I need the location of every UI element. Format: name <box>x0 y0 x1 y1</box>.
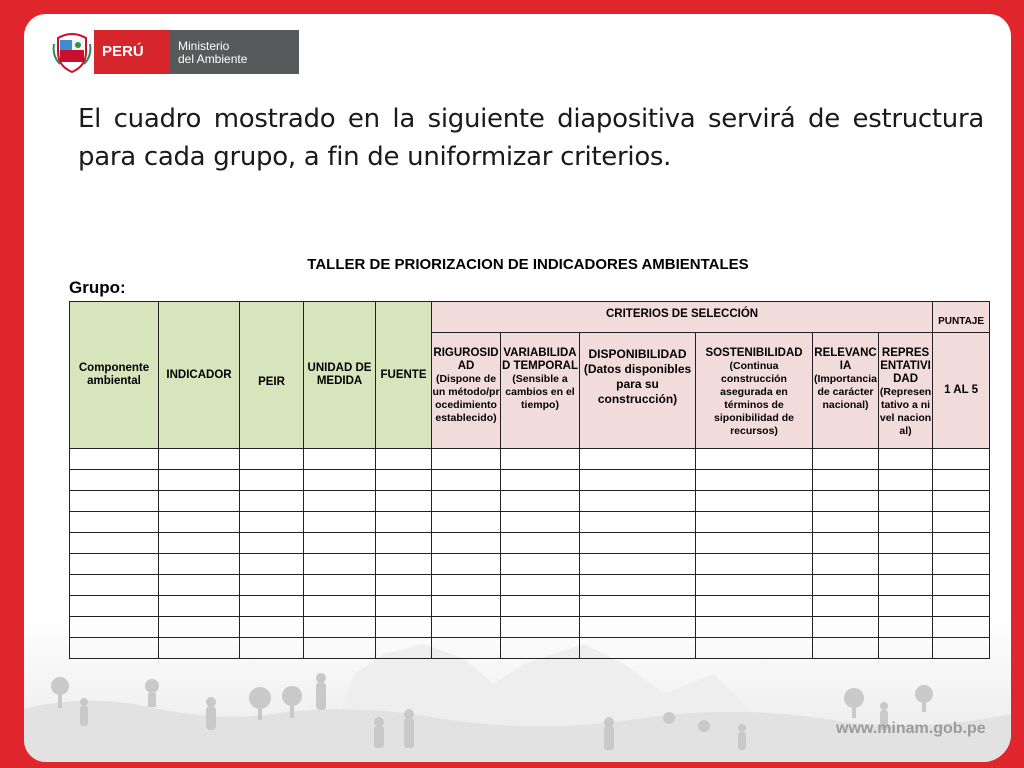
table-cell[interactable] <box>304 449 376 470</box>
table-cell[interactable] <box>376 533 432 554</box>
table-cell[interactable] <box>933 638 990 659</box>
table-cell[interactable] <box>879 596 933 617</box>
table-cell[interactable] <box>376 554 432 575</box>
table-cell[interactable] <box>501 575 580 596</box>
criterion-name: VARIABILIDAD TEMPORAL <box>501 347 579 372</box>
table-cell[interactable] <box>159 491 240 512</box>
table-row <box>70 449 990 470</box>
table-cell[interactable] <box>376 491 432 512</box>
criterion-detail: (Sensible a cambios en el tiempo) <box>505 373 575 411</box>
table-cell[interactable] <box>432 470 501 491</box>
table-cell[interactable] <box>879 533 933 554</box>
table-cell[interactable] <box>159 554 240 575</box>
table-cell[interactable] <box>813 512 879 533</box>
table-cell[interactable] <box>879 449 933 470</box>
table-cell[interactable] <box>240 449 304 470</box>
table-cell[interactable] <box>501 512 580 533</box>
table-cell[interactable] <box>159 638 240 659</box>
table-row <box>70 491 990 512</box>
table-cell[interactable] <box>933 617 990 638</box>
table-cell[interactable] <box>696 638 813 659</box>
table-cell[interactable] <box>879 512 933 533</box>
table-cell[interactable] <box>580 554 696 575</box>
table-cell[interactable] <box>240 491 304 512</box>
table-cell[interactable] <box>432 596 501 617</box>
table-cell[interactable] <box>501 449 580 470</box>
table-cell[interactable] <box>879 575 933 596</box>
table-cell[interactable] <box>696 491 813 512</box>
table-cell[interactable] <box>159 617 240 638</box>
table-cell[interactable] <box>813 638 879 659</box>
table-cell[interactable] <box>304 638 376 659</box>
table-cell[interactable] <box>696 533 813 554</box>
table-cell[interactable] <box>813 596 879 617</box>
criterion-representatividad <box>879 333 933 449</box>
criterion-relevancia <box>813 333 879 449</box>
footer-url: www.minam.gob.pe <box>836 720 986 737</box>
table-cell[interactable] <box>159 449 240 470</box>
ministry-label <box>170 30 299 74</box>
criterion-name: DISPONIBILIDAD (Datos disponibles para su construcción) <box>583 347 692 406</box>
table-cell[interactable] <box>240 638 304 659</box>
table-cell[interactable] <box>813 575 879 596</box>
ministry-line-1: Ministerio <box>178 39 230 53</box>
table-cell[interactable] <box>304 491 376 512</box>
table-cell[interactable] <box>432 617 501 638</box>
table-cell[interactable] <box>813 449 879 470</box>
criterion-detail: (Continua construcción asegurada en términos de siponibilidad de recursos) <box>714 360 794 437</box>
table-cell[interactable] <box>501 554 580 575</box>
table-cell[interactable] <box>376 575 432 596</box>
table-cell[interactable] <box>580 491 696 512</box>
table-cell[interactable] <box>70 638 159 659</box>
table-cell[interactable] <box>304 554 376 575</box>
table-cell[interactable] <box>70 575 159 596</box>
table-row <box>70 512 990 533</box>
intro-paragraph: El cuadro mostrado en la siguiente diapositiva servirá de estructura para cada grupo, a fin de uniformizar criterios. <box>78 104 984 172</box>
table-cell[interactable] <box>240 617 304 638</box>
table-cell[interactable] <box>696 470 813 491</box>
table-cell[interactable] <box>70 470 159 491</box>
table-cell[interactable] <box>879 617 933 638</box>
table-cell[interactable] <box>580 470 696 491</box>
table-cell[interactable] <box>501 617 580 638</box>
table-cell[interactable] <box>159 512 240 533</box>
table-cell[interactable] <box>304 617 376 638</box>
table-cell[interactable] <box>696 617 813 638</box>
table-cell[interactable] <box>696 554 813 575</box>
table-cell[interactable] <box>70 449 159 470</box>
header-indicador: INDICADOR <box>159 302 240 449</box>
table-cell[interactable] <box>580 596 696 617</box>
table-title: TALLER DE PRIORIZACION DE INDICADORES AMBIENTALES <box>307 256 749 273</box>
table-row <box>70 470 990 491</box>
table-cell[interactable] <box>501 470 580 491</box>
table-cell[interactable] <box>159 533 240 554</box>
table-cell[interactable] <box>304 575 376 596</box>
table-cell[interactable] <box>432 575 501 596</box>
table-cell[interactable] <box>580 638 696 659</box>
table-cell[interactable] <box>580 512 696 533</box>
table-cell[interactable] <box>432 491 501 512</box>
table-cell[interactable] <box>159 470 240 491</box>
peru-label: PERÚ <box>94 30 170 74</box>
table-cell[interactable] <box>580 617 696 638</box>
table-cell[interactable] <box>376 617 432 638</box>
table-cell[interactable] <box>432 638 501 659</box>
table-row <box>70 596 990 617</box>
header-componente: Componente ambiental <box>70 302 159 449</box>
table-cell[interactable] <box>933 512 990 533</box>
table-cell[interactable] <box>879 554 933 575</box>
table-cell[interactable] <box>813 617 879 638</box>
table-cell[interactable] <box>70 596 159 617</box>
criterion-sostenibilidad <box>696 333 813 449</box>
table-cell[interactable] <box>933 449 990 470</box>
table-cell[interactable] <box>696 575 813 596</box>
criterion-detail: (Dispone de un método/procedimiento establecido) <box>432 373 500 424</box>
table-cell[interactable] <box>501 638 580 659</box>
table-row <box>70 575 990 596</box>
header-puntaje: PUNTAJE <box>933 302 990 333</box>
table-cell[interactable] <box>501 533 580 554</box>
criterion-name: RIGUROSIDAD <box>433 347 499 372</box>
table-cell[interactable] <box>933 575 990 596</box>
table-cell[interactable] <box>240 554 304 575</box>
criterion-disponibilidad <box>580 333 696 449</box>
table-cell[interactable] <box>304 533 376 554</box>
table-row <box>70 617 990 638</box>
table-cell[interactable] <box>70 617 159 638</box>
table-cell[interactable] <box>70 491 159 512</box>
table-cell[interactable] <box>933 533 990 554</box>
coat-of-arms-icon <box>52 30 92 74</box>
table-cell[interactable] <box>159 575 240 596</box>
table-cell[interactable] <box>70 512 159 533</box>
table-cell[interactable] <box>696 596 813 617</box>
table-cell[interactable] <box>432 533 501 554</box>
criterion-variabilidad <box>501 333 580 449</box>
table-cell[interactable] <box>501 491 580 512</box>
criterion-name: RELEVANCIA <box>814 347 877 372</box>
table-cell[interactable] <box>432 449 501 470</box>
table-cell[interactable] <box>376 512 432 533</box>
table-cell[interactable] <box>159 596 240 617</box>
header-unidad: UNIDAD DE MEDIDA <box>304 302 376 449</box>
table-cell[interactable] <box>432 512 501 533</box>
table-cell[interactable] <box>580 449 696 470</box>
table-cell[interactable] <box>376 470 432 491</box>
table-cell[interactable] <box>240 575 304 596</box>
criterion-detail: (Importancia de carácter nacional) <box>813 373 877 411</box>
table-cell[interactable] <box>879 491 933 512</box>
table-cell[interactable] <box>304 596 376 617</box>
table-row <box>70 554 990 575</box>
criterion-name: SOSTENIBILIDAD <box>705 347 803 359</box>
table-row <box>70 638 990 659</box>
slide <box>24 14 1011 762</box>
header-fuente: FUENTE <box>376 302 432 449</box>
table-cell[interactable] <box>580 533 696 554</box>
table-cell[interactable] <box>879 470 933 491</box>
table-cell[interactable] <box>376 638 432 659</box>
header-criterios: CRITERIOS DE SELECCIÓN <box>432 302 933 333</box>
table-cell[interactable] <box>696 449 813 470</box>
table-cell[interactable] <box>813 491 879 512</box>
table-row <box>70 533 990 554</box>
table-cell[interactable] <box>933 554 990 575</box>
table-cell[interactable] <box>240 512 304 533</box>
table-cell[interactable] <box>879 638 933 659</box>
criterion-name: REPRESENTATIVIDAD <box>880 347 931 385</box>
table-cell[interactable] <box>376 596 432 617</box>
table-cell[interactable] <box>70 554 159 575</box>
table-cell[interactable] <box>813 533 879 554</box>
criterion-rigurosidad <box>432 333 501 449</box>
table-cell[interactable] <box>240 533 304 554</box>
table-cell[interactable] <box>813 554 879 575</box>
table-cell[interactable] <box>304 512 376 533</box>
header-peir: PEIR <box>240 302 304 449</box>
table-cell[interactable] <box>432 554 501 575</box>
table-cell[interactable] <box>933 596 990 617</box>
table-cell[interactable] <box>70 533 159 554</box>
table-cell[interactable] <box>376 449 432 470</box>
table-cell[interactable] <box>696 512 813 533</box>
table-cell[interactable] <box>933 491 990 512</box>
table-cell[interactable] <box>580 575 696 596</box>
group-label: Grupo: <box>69 278 126 297</box>
indicator-table <box>69 301 990 659</box>
puntaje-range: 1 AL 5 <box>933 333 990 449</box>
ministry-line-2: del Ambiente <box>178 52 248 66</box>
table-cell[interactable] <box>304 470 376 491</box>
table-cell[interactable] <box>501 596 580 617</box>
table-cell[interactable] <box>933 470 990 491</box>
table-cell[interactable] <box>813 470 879 491</box>
criterion-detail: (Representativo a nivel nacional) <box>879 386 932 437</box>
table-cell[interactable] <box>240 470 304 491</box>
table-cell[interactable] <box>240 596 304 617</box>
minam-logo <box>52 30 302 74</box>
